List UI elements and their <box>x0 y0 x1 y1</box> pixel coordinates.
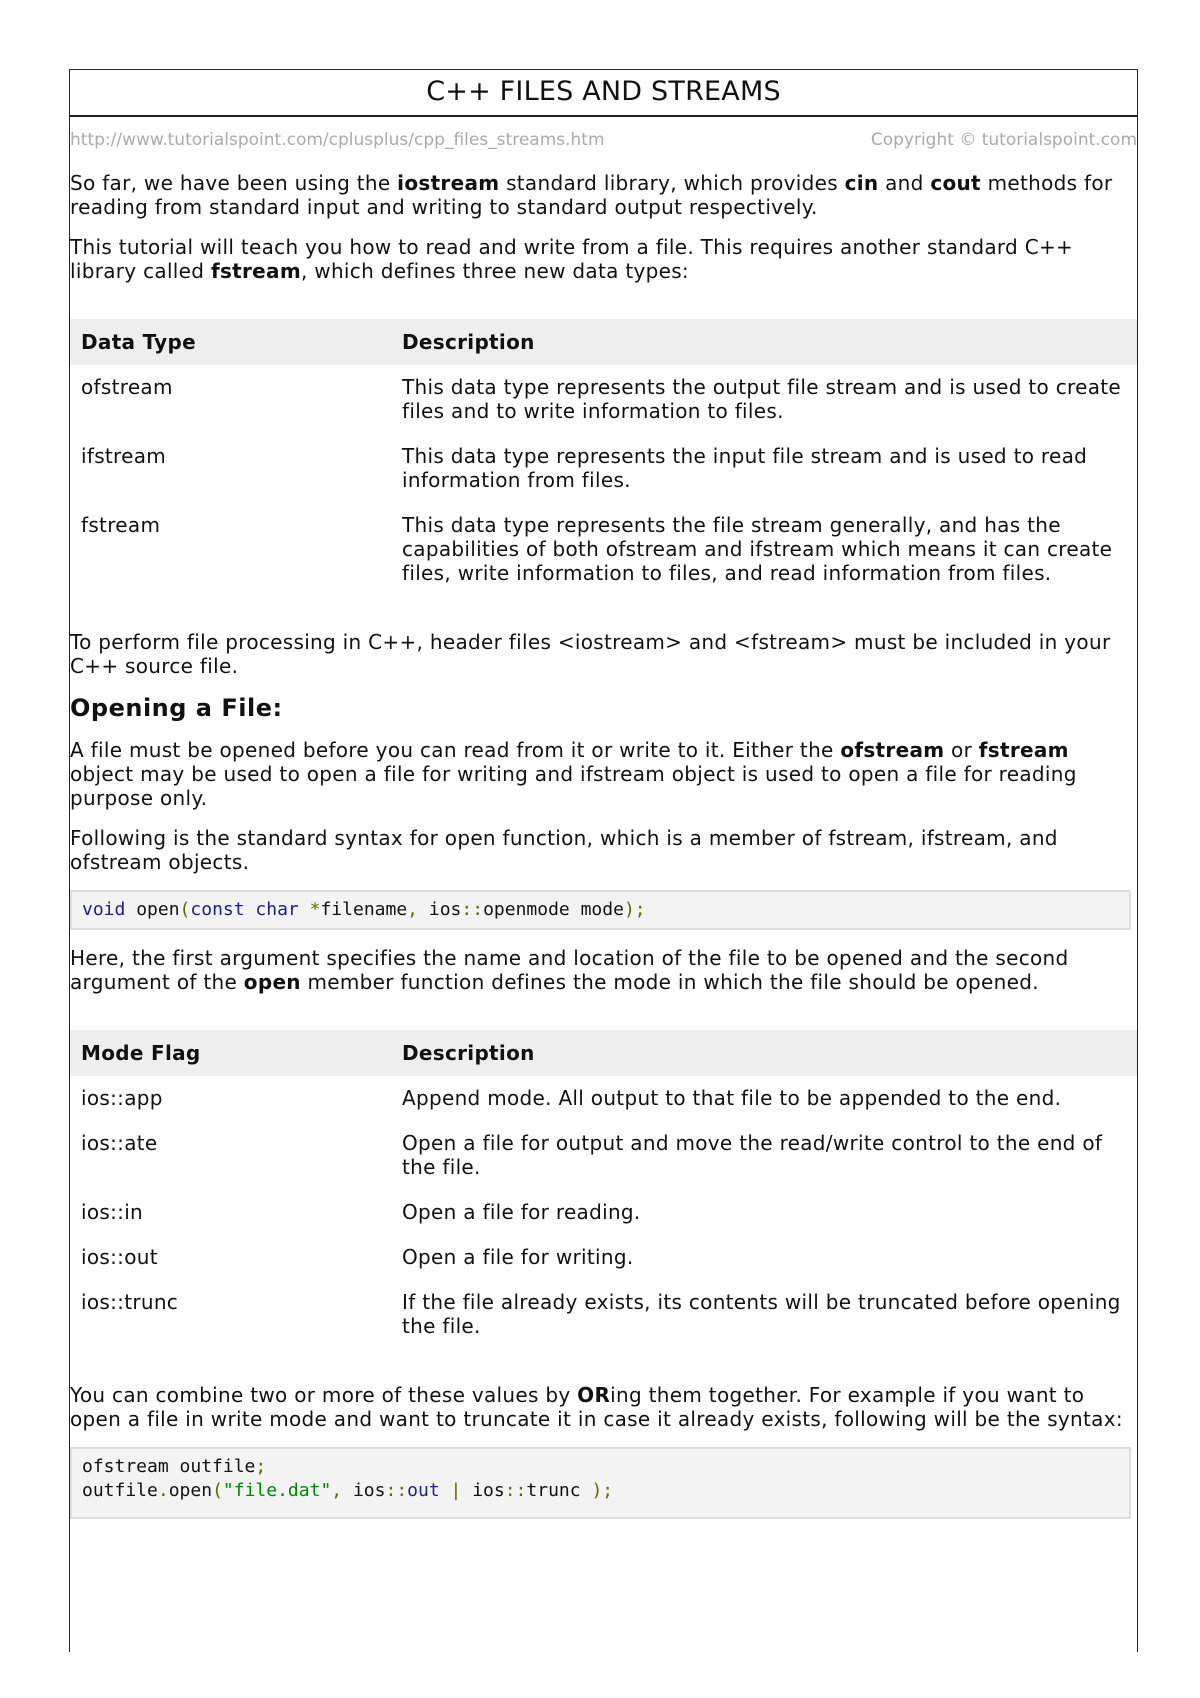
code-block-open-syntax: void open(const char *filename, ios::openmode mode); <box>70 890 1131 930</box>
source-url[interactable]: http://www.tutorialspoint.com/cplusplus/cpp_files_streams.htm <box>70 130 605 150</box>
code-line: outfile.open("file.dat", ios::out | ios::trunc ); <box>82 1480 614 1501</box>
type-name: ifstream <box>81 444 167 468</box>
table-row <box>70 1280 1137 1349</box>
mode-flag: ios::ate <box>81 1131 158 1155</box>
table-row <box>70 503 1137 596</box>
article-body <box>70 171 1137 1519</box>
type-name: fstream <box>81 513 161 537</box>
data-types-table <box>70 319 1137 596</box>
mode-description: Open a file for output and move the read/write control to the end of the file. <box>402 1131 1103 1179</box>
mode-flag: ios::trunc <box>81 1290 179 1314</box>
page-frame <box>69 69 1138 1652</box>
mode-description: Open a file for writing. <box>402 1245 634 1269</box>
table-row <box>70 1235 1137 1280</box>
table-header-row <box>70 1030 1137 1076</box>
fstream-intro-paragraph: This tutorial will teach you how to read and write from a file. This requires another standard C++ library called fstream, which defines three new data types: <box>70 235 1074 283</box>
page-title: C++ FILES AND STREAMS <box>70 70 1137 117</box>
table-row <box>70 1190 1137 1235</box>
type-description: This data type represents the input file stream and is used to read information from files. <box>402 444 1088 492</box>
column-header: Data Type <box>70 319 391 365</box>
mode-description: Open a file for reading. <box>402 1200 641 1224</box>
mode-description: If the file already exists, its contents will be truncated before opening the file. <box>402 1290 1121 1338</box>
syntax-paragraph: Following is the standard syntax for open function, which is a member of fstream, ifstream, and ofstream objects. <box>70 826 1058 874</box>
table-row <box>70 434 1137 503</box>
type-description: This data type represents the output file stream and is used to create files and to write information to files. <box>402 375 1122 423</box>
table-row <box>70 365 1137 434</box>
source-bar <box>70 117 1137 155</box>
copyright-notice: Copyright © tutorialspoint.com <box>870 130 1137 150</box>
mode-flag: ios::in <box>81 1200 144 1224</box>
mode-flag: ios::app <box>81 1086 163 1110</box>
opening-paragraph: A file must be opened before you can read from it or write to it. Either the ofstream or fstream object may be used to open a file for writing and ifstream object is used to open a file for reading purpose only. <box>70 738 1077 810</box>
intro-paragraph: So far, we have been using the iostream standard library, which provides cin and cout methods for reading from standard input and writing to standard output respectively. <box>70 171 1113 219</box>
table-header-row <box>70 319 1137 365</box>
column-header: Mode Flag <box>70 1030 391 1076</box>
mode-flags-table <box>70 1030 1137 1349</box>
table-row <box>70 1121 1137 1190</box>
column-header: Description <box>391 319 1137 365</box>
section-heading: Opening a File: <box>70 694 283 722</box>
arguments-paragraph: Here, the first argument specifies the name and location of the file to be opened and the second argument of the open member function defines the mode in which the file should be opened. <box>70 946 1069 994</box>
code-block-combine-example <box>70 1447 1131 1519</box>
table-row <box>70 1076 1137 1121</box>
column-header: Description <box>391 1030 1137 1076</box>
mode-flag: ios::out <box>81 1245 158 1269</box>
headers-paragraph: To perform file processing in C++, header files <iostream> and <fstream> must be included in your C++ source file. <box>70 630 1111 678</box>
type-name: ofstream <box>81 375 173 399</box>
type-description: This data type represents the file stream generally, and has the capabilities of both ofstream and ifstream which means it can create files, write information to files, and read information from files. <box>402 513 1113 585</box>
mode-description: Append mode. All output to that file to be appended to the end. <box>402 1086 1062 1110</box>
combine-paragraph: You can combine two or more of these values by ORing them together. For example if you want to open a file in write mode and want to truncate it in case it already exists, following will be the syntax: <box>70 1383 1123 1431</box>
code-line: ofstream outfile; <box>82 1456 267 1477</box>
